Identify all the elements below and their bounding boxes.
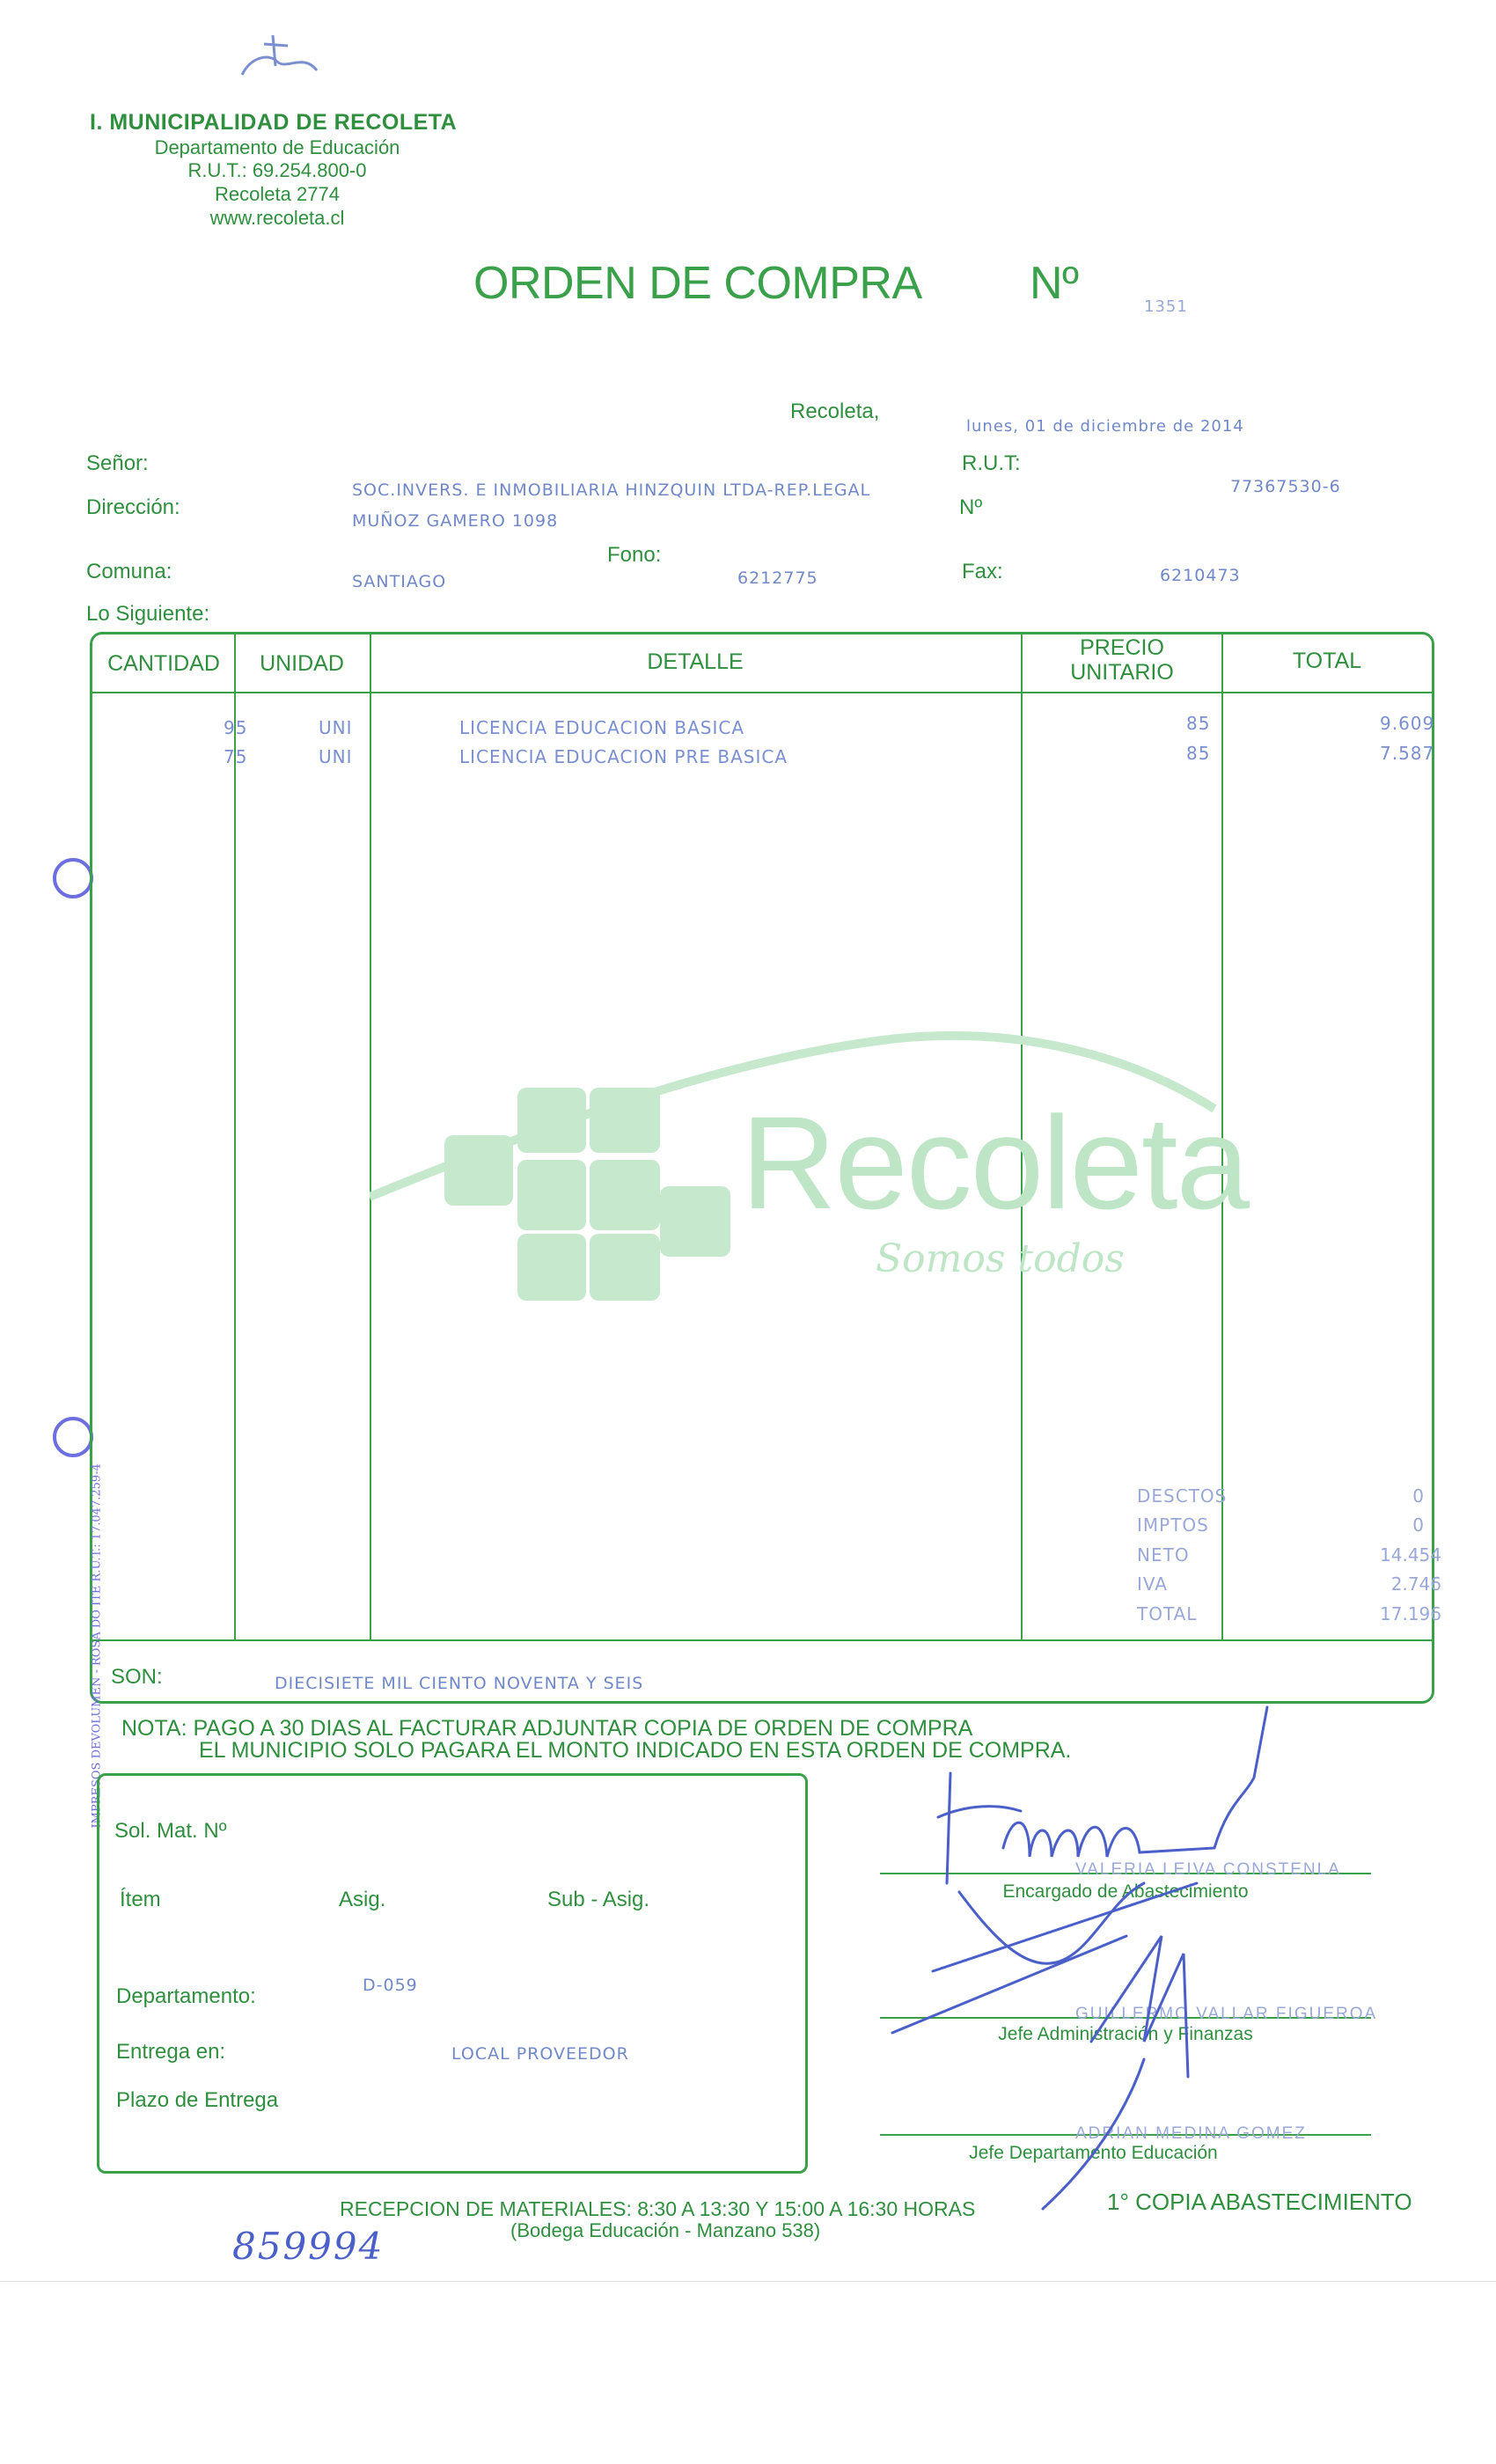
signature-2-name: GUILLERMO VALLAR FIGUEROA xyxy=(1075,2005,1378,2023)
place-label: Recoleta, xyxy=(790,400,880,423)
supplier-comuna: SANTIAGO xyxy=(352,572,447,591)
rut-label: R.U.T: xyxy=(962,451,1021,475)
header-precio-unitario: PRECIO UNITARIO xyxy=(1070,635,1174,685)
header-unidad: UNIDAD xyxy=(260,651,344,676)
summary-desctos-value: 0 xyxy=(1412,1485,1424,1507)
row1-unidad: UNI xyxy=(319,717,353,738)
page-title: ORDEN DE COMPRA xyxy=(473,258,922,309)
signature-2-role: Jefe Administración y Finanzas xyxy=(998,2024,1253,2044)
comuna-label: Comuna: xyxy=(86,560,172,583)
row2-unidad: UNI xyxy=(319,746,353,767)
table-header-divider xyxy=(92,692,1433,693)
item-label: Ítem xyxy=(120,1888,161,1911)
scan-bottom-edge xyxy=(0,2281,1496,2282)
row2-precio: 85 xyxy=(1186,743,1211,764)
summary-neto-label: NETO xyxy=(1137,1544,1190,1566)
entrega-value: LOCAL PROVEEDOR xyxy=(451,2044,629,2064)
summary-imptos-value: 0 xyxy=(1412,1514,1424,1536)
reception-hours: RECEPCION DE MATERIALES: 8:30 A 13:30 Y 15:00 A 16:30 HORAS xyxy=(340,2197,976,2220)
binder-hole-bottom xyxy=(53,1417,93,1457)
header-total: TOTAL xyxy=(1292,649,1362,673)
summary-iva-value: 2.746 xyxy=(1390,1573,1441,1595)
column-divider-1 xyxy=(234,634,236,1639)
summary-desctos-label: DESCTOS xyxy=(1137,1485,1228,1507)
copy-label: 1° COPIA ABASTECIMIENTO xyxy=(1107,2189,1412,2215)
watermark-brand: Recoleta xyxy=(741,1089,1249,1236)
departamento-value: D-059 xyxy=(363,1976,418,1995)
entrega-label: Entrega en: xyxy=(116,2040,226,2064)
son-label: SON: xyxy=(111,1665,163,1689)
row1-cantidad: 95 xyxy=(224,717,248,738)
summary-iva-label: IVA xyxy=(1137,1573,1168,1595)
supplier-fax: 6210473 xyxy=(1160,566,1241,585)
department-name: Departamento de Educación xyxy=(154,136,400,158)
table-son-divider xyxy=(92,1639,1433,1641)
departamento-label: Departamento: xyxy=(116,1984,256,2008)
signature-3-name: ADRIAN MEDINA GOMEZ xyxy=(1075,2124,1307,2143)
signature-1-role: Encargado de Abastecimiento xyxy=(1002,1881,1249,1902)
handwritten-number: 859994 xyxy=(232,2225,385,2268)
nota-line2: EL MUNICIPIO SOLO PAGARA EL MONTO INDICADO EN ESTA ORDEN DE COMPRA. xyxy=(199,1738,1072,1763)
row2-detalle: LICENCIA EDUCACION PRE BASICA xyxy=(459,746,788,767)
supplier-rut: 77367530-6 xyxy=(1230,477,1341,496)
son-amount-words: DIECISIETE MIL CIENTO NOVENTA Y SEIS xyxy=(275,1674,644,1693)
signature-3-role: Jefe Departamento Educación xyxy=(969,2143,1218,2163)
supplier-name: SOC.INVERS. E INMOBILIARIA HINZQUIN LTDA-REP.LEGAL xyxy=(352,480,871,500)
nota-line1: NOTA: PAGO A 30 DIAS AL FACTURAR ADJUNTAR COPIA DE ORDEN DE COMPRA xyxy=(121,1716,973,1741)
plazo-label: Plazo de Entrega xyxy=(116,2088,279,2112)
row2-cantidad: 75 xyxy=(224,746,248,767)
n-label: Nº xyxy=(959,495,983,519)
sol-mat-label: Sol. Mat. Nº xyxy=(114,1819,227,1843)
municipal-emblem-icon xyxy=(224,26,330,88)
printer-note: IMPRESOS DEVOLUMEN - ROSA DO ITE R.U.T.: 17.047.259-4 xyxy=(90,1463,104,1829)
municipality-rut: R.U.T.: 69.254.800-0 xyxy=(187,159,367,181)
municipality-website: www.recoleta.cl xyxy=(209,207,345,229)
fax-label: Fax: xyxy=(962,560,1003,583)
summary-total-value: 17.196 xyxy=(1380,1603,1441,1624)
summary-imptos-label: IMPTOS xyxy=(1137,1514,1209,1536)
municipality-name: I. MUNICIPALIDAD DE RECOLETA xyxy=(90,110,458,135)
asig-label: Asig. xyxy=(339,1888,386,1911)
row2-total: 7.587 xyxy=(1380,743,1435,764)
supplier-phone: 6212775 xyxy=(737,568,818,588)
header-detalle: DETALLE xyxy=(647,649,744,674)
handwritten-signatures-icon xyxy=(880,1672,1373,2218)
lo-siguiente-label: Lo Siguiente: xyxy=(86,602,210,626)
order-date: lunes, 01 de diciembre de 2014 xyxy=(966,417,1244,436)
row1-precio: 85 xyxy=(1186,713,1211,734)
order-number-label: Nº xyxy=(1030,258,1079,309)
sub-asig-label: Sub - Asig. xyxy=(547,1888,650,1911)
watermark-tagline: Somos todos xyxy=(876,1236,1125,1281)
fono-label: Fono: xyxy=(607,543,662,567)
supplier-address: MUÑOZ GAMERO 1098 xyxy=(352,511,559,531)
senor-label: Señor: xyxy=(86,451,149,475)
direccion-label: Dirección: xyxy=(86,495,180,519)
binder-hole-top xyxy=(53,858,93,898)
header-cantidad: CANTIDAD xyxy=(107,651,220,676)
summary-neto-value: 14.454 xyxy=(1380,1544,1441,1566)
order-number-value: 1351 xyxy=(1144,297,1188,316)
reception-location: (Bodega Educación - Manzano 538) xyxy=(510,2219,821,2241)
summary-total-label: TOTAL xyxy=(1137,1603,1198,1624)
row1-total: 9.609 xyxy=(1380,713,1435,734)
signature-1-name: VALERIA LEIVA CONSTENLA xyxy=(1075,1860,1341,1879)
row1-detalle: LICENCIA EDUCACION BASICA xyxy=(459,717,745,738)
municipality-address: Recoleta 2774 xyxy=(215,183,340,205)
